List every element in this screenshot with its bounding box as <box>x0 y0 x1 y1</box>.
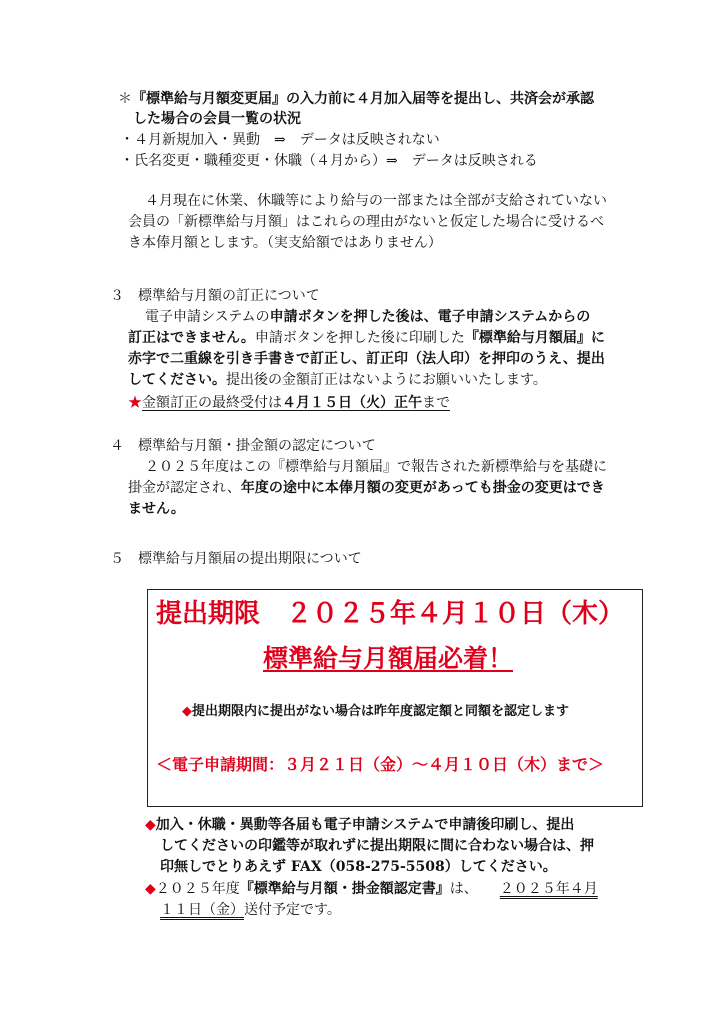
footer-date-part-1: ２０２５年４月 <box>499 881 598 897</box>
notice-line-1 <box>118 90 594 108</box>
s4-bold-text: 年度の途中に本俸月額の変更があっても掛金の変更はでき <box>240 480 605 496</box>
section-4-line-2 <box>128 479 605 497</box>
section-3-line-4 <box>128 371 547 389</box>
s3-text: 申請ボタンを押した後に印刷した <box>254 330 465 346</box>
deadline-box <box>147 589 643 807</box>
deadline-title-date: ２０２５年４月１０日（木） <box>286 599 625 629</box>
deadline-text: 金額訂正の最終受付は <box>142 395 282 411</box>
deadline-suffix: まで <box>422 395 450 411</box>
s3-bold-text: 申請ボタンを押した後は、電子申請システムからの <box>269 309 591 325</box>
e-application-period: ＜電子申請期間：３月２１日（金）～４月１０日（木）まで＞ <box>156 755 605 774</box>
para-line-2: 会員の「新標準給与月額」はこれらの理由がないと仮定した場合に受けるべ <box>128 214 604 230</box>
section-3-deadline <box>128 394 450 412</box>
star-icon: ★ <box>128 395 142 411</box>
footer-line-4 <box>145 880 598 898</box>
footer-line-2: してくださいの印鑑等が取れずに提出期限に間に合わない場合は、押 <box>160 838 594 854</box>
footer-document-name: 『標準給与月額・掛金額認定書』 <box>239 881 450 897</box>
s4-text: 掛金が認定され、 <box>128 480 241 496</box>
para-line-3: き本俸月額とします。（実支給額ではありません） <box>128 235 442 251</box>
section-3-heading: ３ 標準給与月額の訂正について <box>110 288 320 304</box>
section-4-heading: ４ 標準給与月額・掛金額の認定について <box>110 438 376 454</box>
footer-text: は、 <box>449 881 478 897</box>
notice-text-1: 『標準給与月額変更届』の入力前に４月加入届等を提出し、共済会が承認 <box>132 91 594 107</box>
diamond-icon: ◆ <box>145 817 156 833</box>
notice-item-1: ・４月新規加入・異動 ⇒ データは反映されない <box>120 132 440 148</box>
section-5-heading: ５ 標準給与月額届の提出期限について <box>110 551 362 567</box>
notice-line-2: した場合の会員一覧の状況 <box>133 111 301 127</box>
diamond-icon: ◆ <box>145 881 156 897</box>
asterisk-marker: ＊ <box>118 91 132 107</box>
section-4-line-3: ません。 <box>128 501 185 517</box>
section-3-line-2 <box>128 329 605 347</box>
must-arrive-text: 標準給与月額届必着！ <box>263 644 514 673</box>
deadline-title <box>156 598 624 630</box>
deadline-note-text: 提出期限内に提出がない場合は昨年度認定額と同額を認定します <box>192 704 570 719</box>
deadline-date: ４月１５日（火）正午 <box>282 395 422 411</box>
s3-bold-text: してください。 <box>128 372 226 388</box>
s3-bold-text: 『標準給与月額届』に <box>464 330 605 346</box>
footer-text: 送付予定です。 <box>244 902 341 918</box>
footer-line-3: 印無しでとりあえず FAX（058-275-5508）してください。 <box>160 859 557 875</box>
section-3-line-1 <box>145 308 590 326</box>
footer-year: ２０２５年度 <box>155 881 240 897</box>
section-3-line-3: 赤字で二重線を引き手書きで訂正し、訂正印（法人印）を押印のうえ、提出 <box>128 351 605 367</box>
footer-date-part-2: １１日（金） <box>160 902 244 918</box>
s3-text: 提出後の金額訂正はないようにお願いいたします。 <box>226 372 547 388</box>
s3-bold-text: 訂正はできません。 <box>128 330 255 346</box>
deadline-note <box>182 703 569 721</box>
footer-line-1 <box>145 816 574 834</box>
footer-text: 加入・休職・異動等各届も電子申請システムで申請後印刷し、提出 <box>155 817 575 833</box>
section-4-line-1: ２０２５年度はこの『標準給与月額届』で報告された新標準給与を基礎に <box>145 459 607 475</box>
para-line-1: ４月現在に休業、休職等により給与の一部または全部が支給されていない <box>145 193 607 209</box>
s3-text: 電子申請システムの <box>145 309 270 325</box>
notice-item-2: ・氏名変更・職種変更・休職（４月から）⇒ データは反映される <box>120 153 538 169</box>
footer-line-5 <box>160 901 341 919</box>
diamond-icon: ◆ <box>182 704 192 719</box>
deadline-title-label: 提出期限 <box>156 599 261 629</box>
